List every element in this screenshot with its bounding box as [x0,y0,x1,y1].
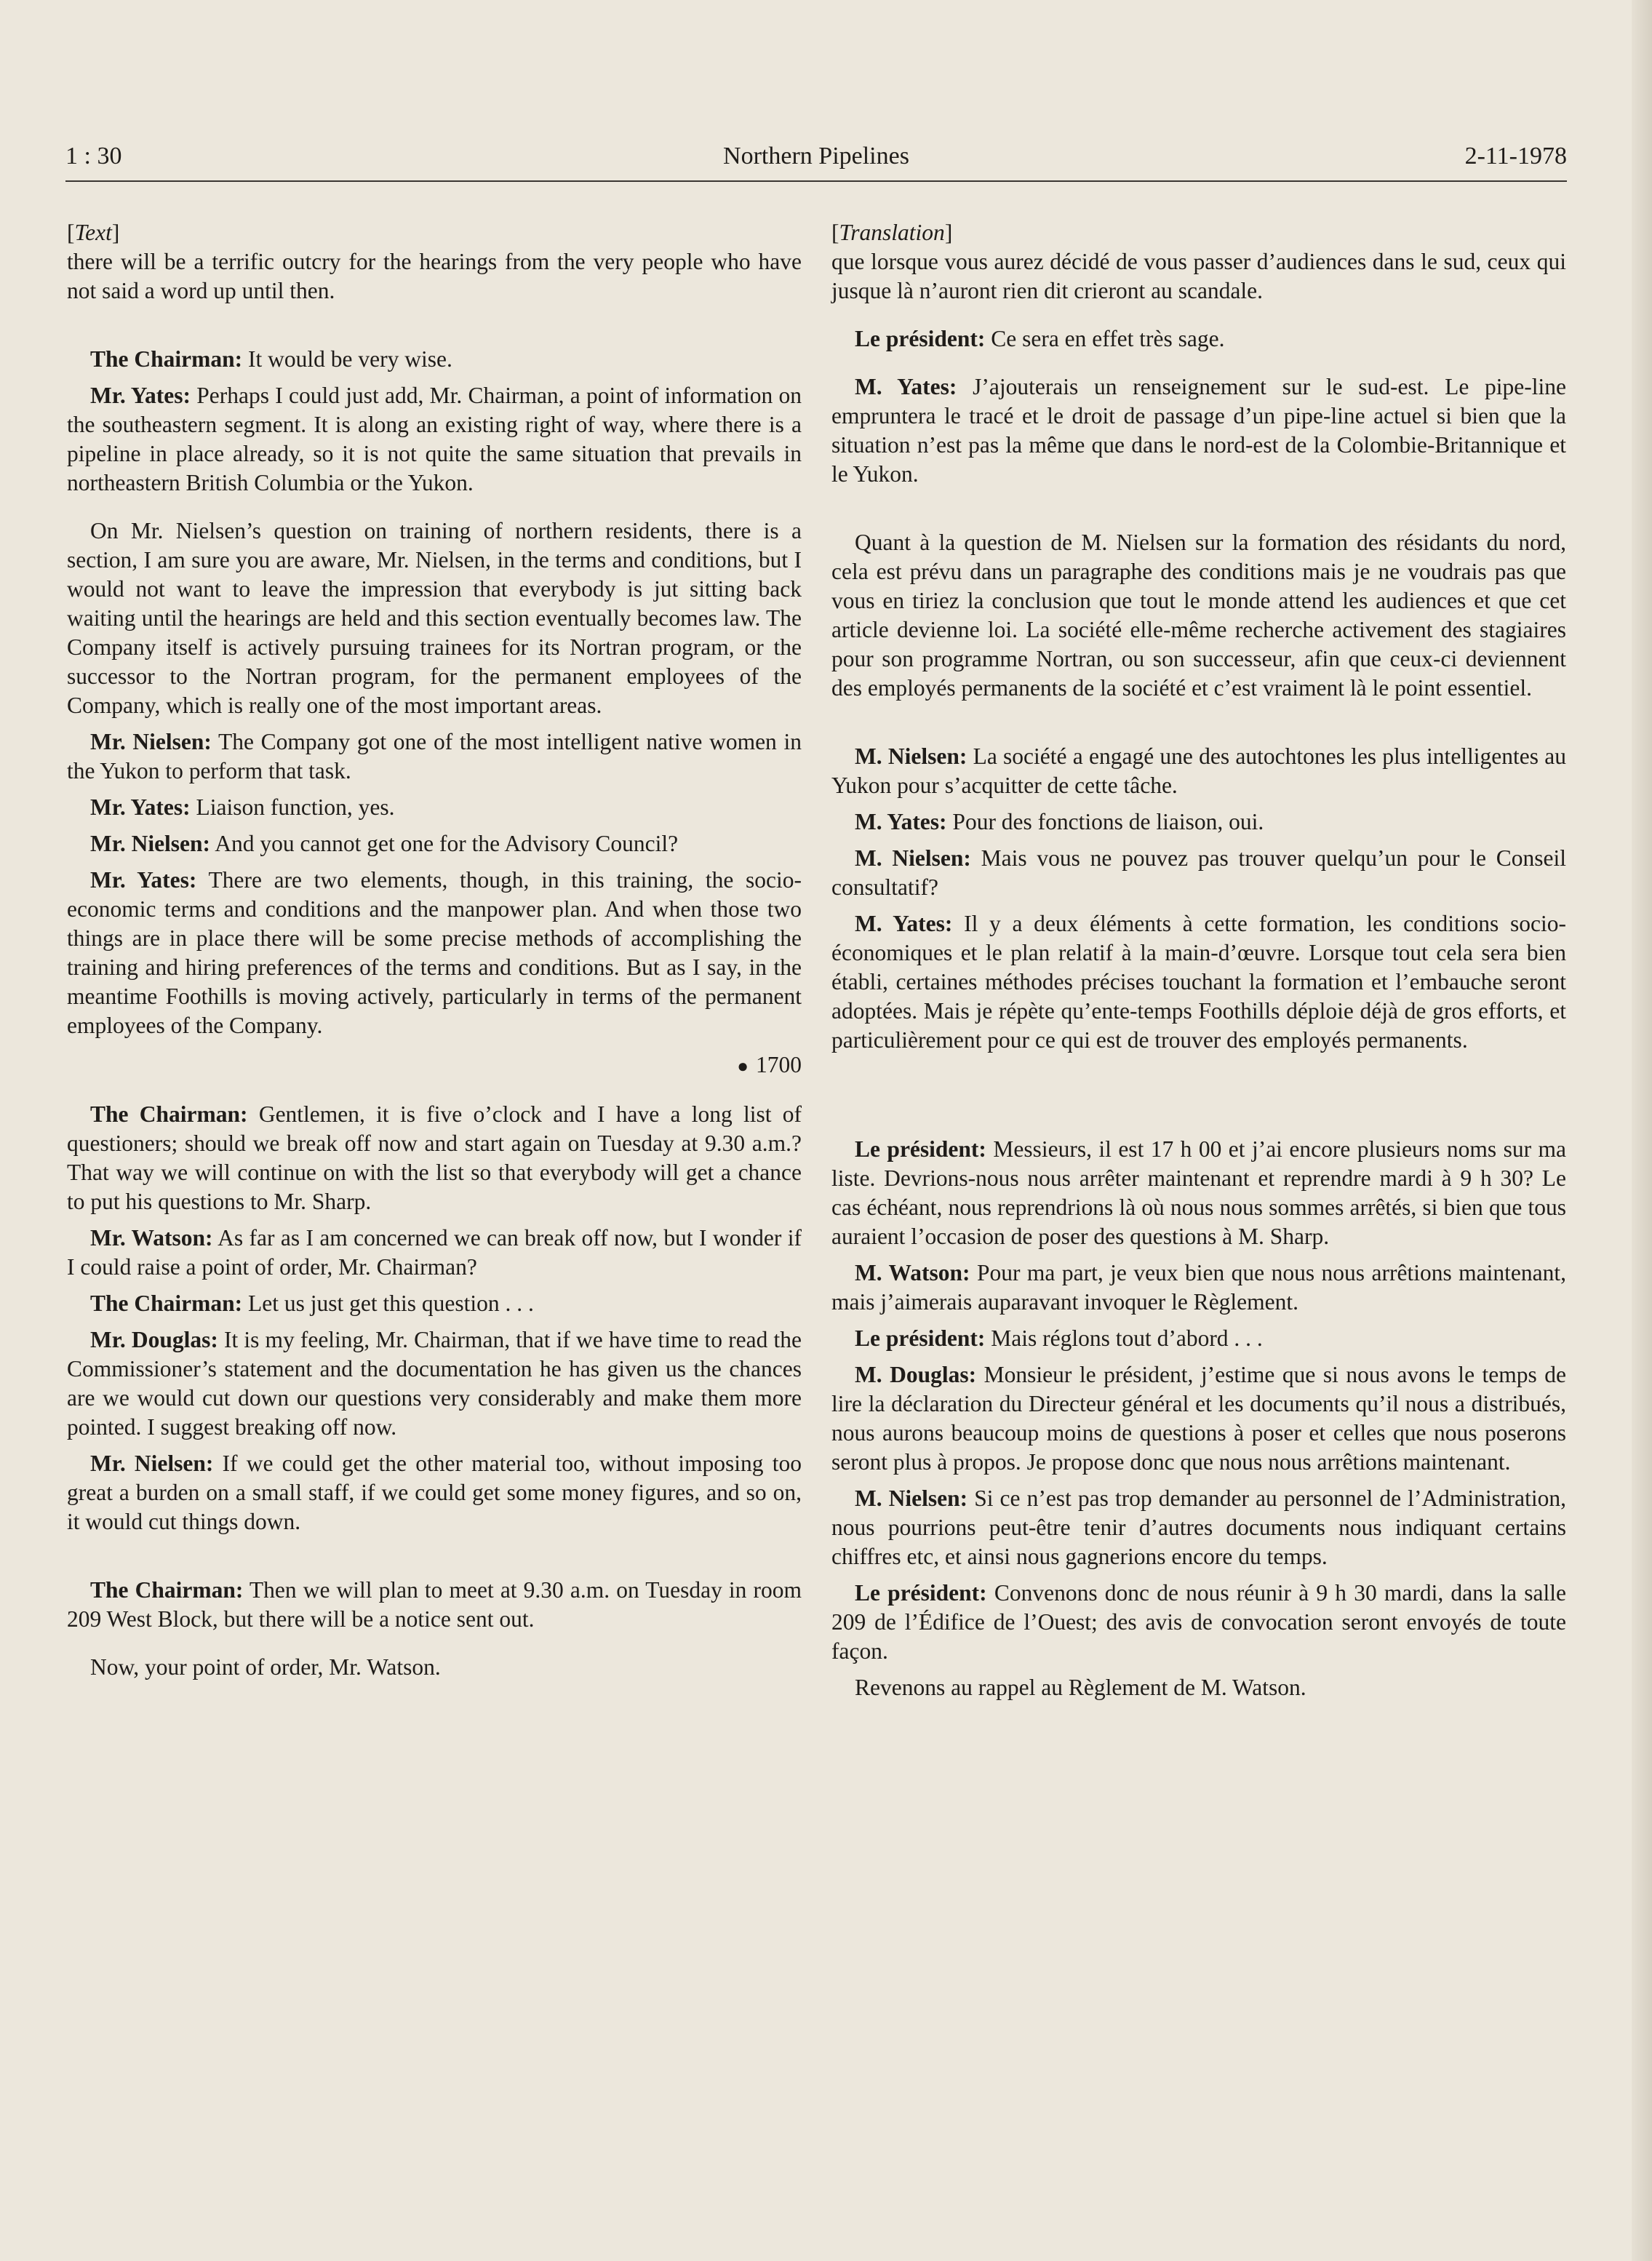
paragraph: que lorsque vous aurez décidé de vous passer d’audiences dans le sud, ceux qui jusque là n’auront rien dit crieront au scandale. [831,249,1566,303]
speaker-name: Le président: [855,1136,986,1162]
speech-text: Liaison function, yes. [190,794,395,820]
speech-paragraph [831,844,1566,902]
speech-text: Si ce n’est pas trop demander au personnel de l’Administration, nous pourrions peut-être tenir d’autres documents nous indiquant certains chiffres etc, et ainsi nous gagnerions encore du temps. [831,1486,1566,1569]
speech-text: Mais vous ne pouvez pas trouver quelqu’un pour le Conseil consultatif? [831,845,1566,900]
page-title: Northern Pipelines [723,143,909,170]
speech-text: As far as I am concerned we can break off now, but I wonder if I could raise a point of order, Mr. Chairman? [67,1225,802,1280]
paragraph: there will be a terrific outcry for the hearings from the very people who have not said a word up until then. [67,249,802,303]
speaker-name: M. Nielsen: [855,1486,968,1511]
speech-text: La société a engagé une des autochtones les plus intelligentes au Yukon pour s’acquitter de cette tâche. [831,743,1566,798]
speech-paragraph [67,1325,802,1442]
speaker-name: Mr. Yates: [90,383,191,408]
speech-paragraph [67,1224,802,1282]
speech-paragraph [67,727,802,786]
speech-paragraph [67,793,802,822]
page-edge [1632,0,1652,2261]
speech-text: Perhaps I could just add, Mr. Chairman, a point of information on the southeastern segment. It is along an existing right of way, where there is a pipeline in place already, so it is not quite the same situation that prevails in northeastern British Columbia or the Yukon. [67,383,802,495]
speech-text: Monsieur le président, j’estime que si nous avons le temps de lire la déclaration du Directeur général et les documents qu’il nous a distribués, nous aurons beaucoup moins de questions à poser et celles que nous poserons seront plus à propos. Je propose donc que nous nous arrêtions maintenant. [831,1362,1567,1475]
speech-paragraph [831,909,1566,1055]
page-date: 2-11-1978 [1464,143,1567,170]
speaker-name: M. Nielsen: [855,845,971,871]
speaker-name: Mr. Nielsen: [90,729,212,754]
time-marker: ● 1700 [737,1052,802,1077]
speaker-name: The Chairman: [90,346,243,372]
speech-text: Mais réglons tout d’abord . . . [985,1325,1263,1351]
speaker-name: Mr. Douglas: [90,1327,218,1352]
speech-paragraph [831,1135,1566,1251]
speech-paragraph [831,324,1566,354]
speaker-name: Le président: [855,1580,987,1606]
speech-paragraph [831,1360,1566,1477]
speech-text: There are two elements, though, in this training, the socio-economic terms and conditions and the manpower plan. And when those two things are in place there will be some precise methods of accomplishing the training and hiring preferences of the terms and conditions. But as I say, in the meantime Foothills is moving actively, particularly in terms of the permanent employees of the Company. [67,867,802,1038]
speaker-name: The Chairman: [90,1577,244,1603]
paragraph: On Mr. Nielsen’s question on training of northern residents, there is a section, I am sure you are aware, Mr. Nielsen, in the terms and conditions, but I would not want to leave the impression that everybody is jut sitting back waiting until the hearings are held and this section eventually becomes law. The Company itself is actively pursuing trainees for its Nortran program, or the successor to the Nortran program, for the permanent employees of the Company, which is really one of the most important areas. [67,518,802,718]
english-column [67,218,802,1682]
speech-paragraph [67,829,802,858]
paragraph: Now, your point of order, Mr. Watson. [90,1654,441,1680]
speaker-name: The Chairman: [90,1291,243,1316]
header-rule [65,180,1567,182]
speech-text: The Company got one of the most intelligent native women in the Yukon to perform that task. [67,729,802,783]
speech-paragraph [831,742,1566,800]
speech-paragraph [67,1100,802,1216]
speaker-name: M. Douglas: [855,1362,977,1387]
speaker-name: Mr. Yates: [90,794,191,820]
speaker-name: Mr. Nielsen: [90,831,211,856]
speaker-name: Le président: [855,1325,986,1351]
speech-text: Pour ma part, je veux bien que nous nous arrêtions maintenant, mais j’aimerais auparavant invoquer le Règlement. [831,1260,1566,1315]
speaker-name: M. Nielsen: [855,743,967,769]
speaker-name: M. Yates: [855,911,953,936]
speaker-name: The Chairman: [90,1101,248,1127]
speech-text: Gentlemen, it is five o’clock and I have a long list of questioners; should we break off now and start again on Tuesday at 9.30 a.m.? That way we will continue on with the list so that everybody will get a chance to put his questions to Mr. Sharp. [67,1101,802,1214]
speech-text: And you cannot get one for the Advisory Council? [210,831,679,856]
page-number: 1 : 30 [65,143,122,170]
speaker-name: Mr. Nielsen: [90,1451,214,1476]
speech-text: Let us just get this question . . . [242,1291,534,1316]
speech-paragraph [67,1449,802,1536]
speaker-name: Le président: [855,326,986,351]
speech-paragraph [67,866,802,1040]
speech-text: It would be very wise. [242,346,452,372]
column-label-text: [Text] [67,220,120,245]
speech-paragraph [67,1289,802,1318]
paragraph: Quant à la question de M. Nielsen sur la formation des résidants du nord, cela est prévu dans un paragraphe des conditions mais je ne voudrais pas que vous en tiriez la conclusion que tout le monde attend les audiences et que cet article devienne loi. La société elle-même recherche activement des stagiaires pour son programme Nortran, ou son successeur, afin que ceux-ci deviennent des employés permanents de la société et c’est vraiment là le point essentiel. [831,530,1566,701]
speech-text: J’ajouterais un renseignement sur le sud-est. Le pipe-line empruntera le tracé et le droit de passage d’un pipe-line actuel si bien que la situation n’est pas la même que dans le nord-est de la Colombie-Britannique et le Yukon. [831,374,1566,487]
speech-text: Messieurs, il est 17 h 00 et j’ai encore plusieurs noms sur ma liste. Devrions-nous nous arrêter maintenant et reprendre mardi à 9 h 30? Le cas échéant, nous reprendrions là où nous nous sommes arrêtés, si bien que tous auraient l’occasion de poser des questions à M. Sharp. [831,1136,1567,1249]
speaker-name: Mr. Yates: [90,867,197,893]
speech-text: Then we will plan to meet at 9.30 a.m. on Tuesday in room 209 West Block, but there will be a notice sent out. [67,1577,802,1632]
speech-text: Pour des fonctions de liaison, oui. [946,809,1264,834]
speech-text: Ce sera en effet très sage. [985,326,1225,351]
speech-paragraph [67,1576,802,1634]
speech-text: Convenons donc de nous réunir à 9 h 30 mardi, dans la salle 209 de l’Édifice de l’Ouest; des avis de convocation seront envoyés de toute façon. [831,1580,1566,1664]
speech-paragraph [831,1324,1566,1353]
speech-paragraph [831,808,1566,837]
paragraph: Revenons au rappel au Règlement de M. Watson. [855,1675,1306,1700]
speaker-name: Mr. Watson: [90,1225,213,1251]
speaker-name: M. Yates: [855,809,947,834]
french-column [831,218,1566,1702]
speech-paragraph [831,1484,1566,1571]
speaker-name: M. Yates: [855,374,957,399]
speech-paragraph [831,1579,1566,1666]
speech-text: It is my feeling, Mr. Chairman, that if we have time to read the Commissioner’s statement and the documentation he has given us the chances are we would cut down our questions very considerably and make them more pointed. I suggest breaking off now. [67,1327,802,1440]
speech-paragraph [831,1259,1566,1317]
page-header [65,143,1567,183]
speech-text: If we could get the other material too, without imposing too great a burden on a small staff, if we could get some money figures, and so on, it would cut things down. [67,1451,802,1534]
speech-paragraph [831,372,1566,489]
column-label-translation: [Translation] [831,220,953,245]
speech-paragraph [67,345,802,374]
speech-paragraph [67,381,802,498]
bullet-icon: ● [737,1056,749,1077]
speech-text: Il y a deux éléments à cette formation, les conditions socio-économiques et le plan relatif à la main-d’œuvre. Lorsque tout cela sera bien établi, certaines méthodes précises touchant la formation et l’embauche seront adoptées. Mais je répète qu’ente-temps Foothills déploie déjà de gros efforts, et particulièrement pour ce qui est de trouver des employés permanents. [831,911,1566,1053]
speaker-name: M. Watson: [855,1260,970,1285]
